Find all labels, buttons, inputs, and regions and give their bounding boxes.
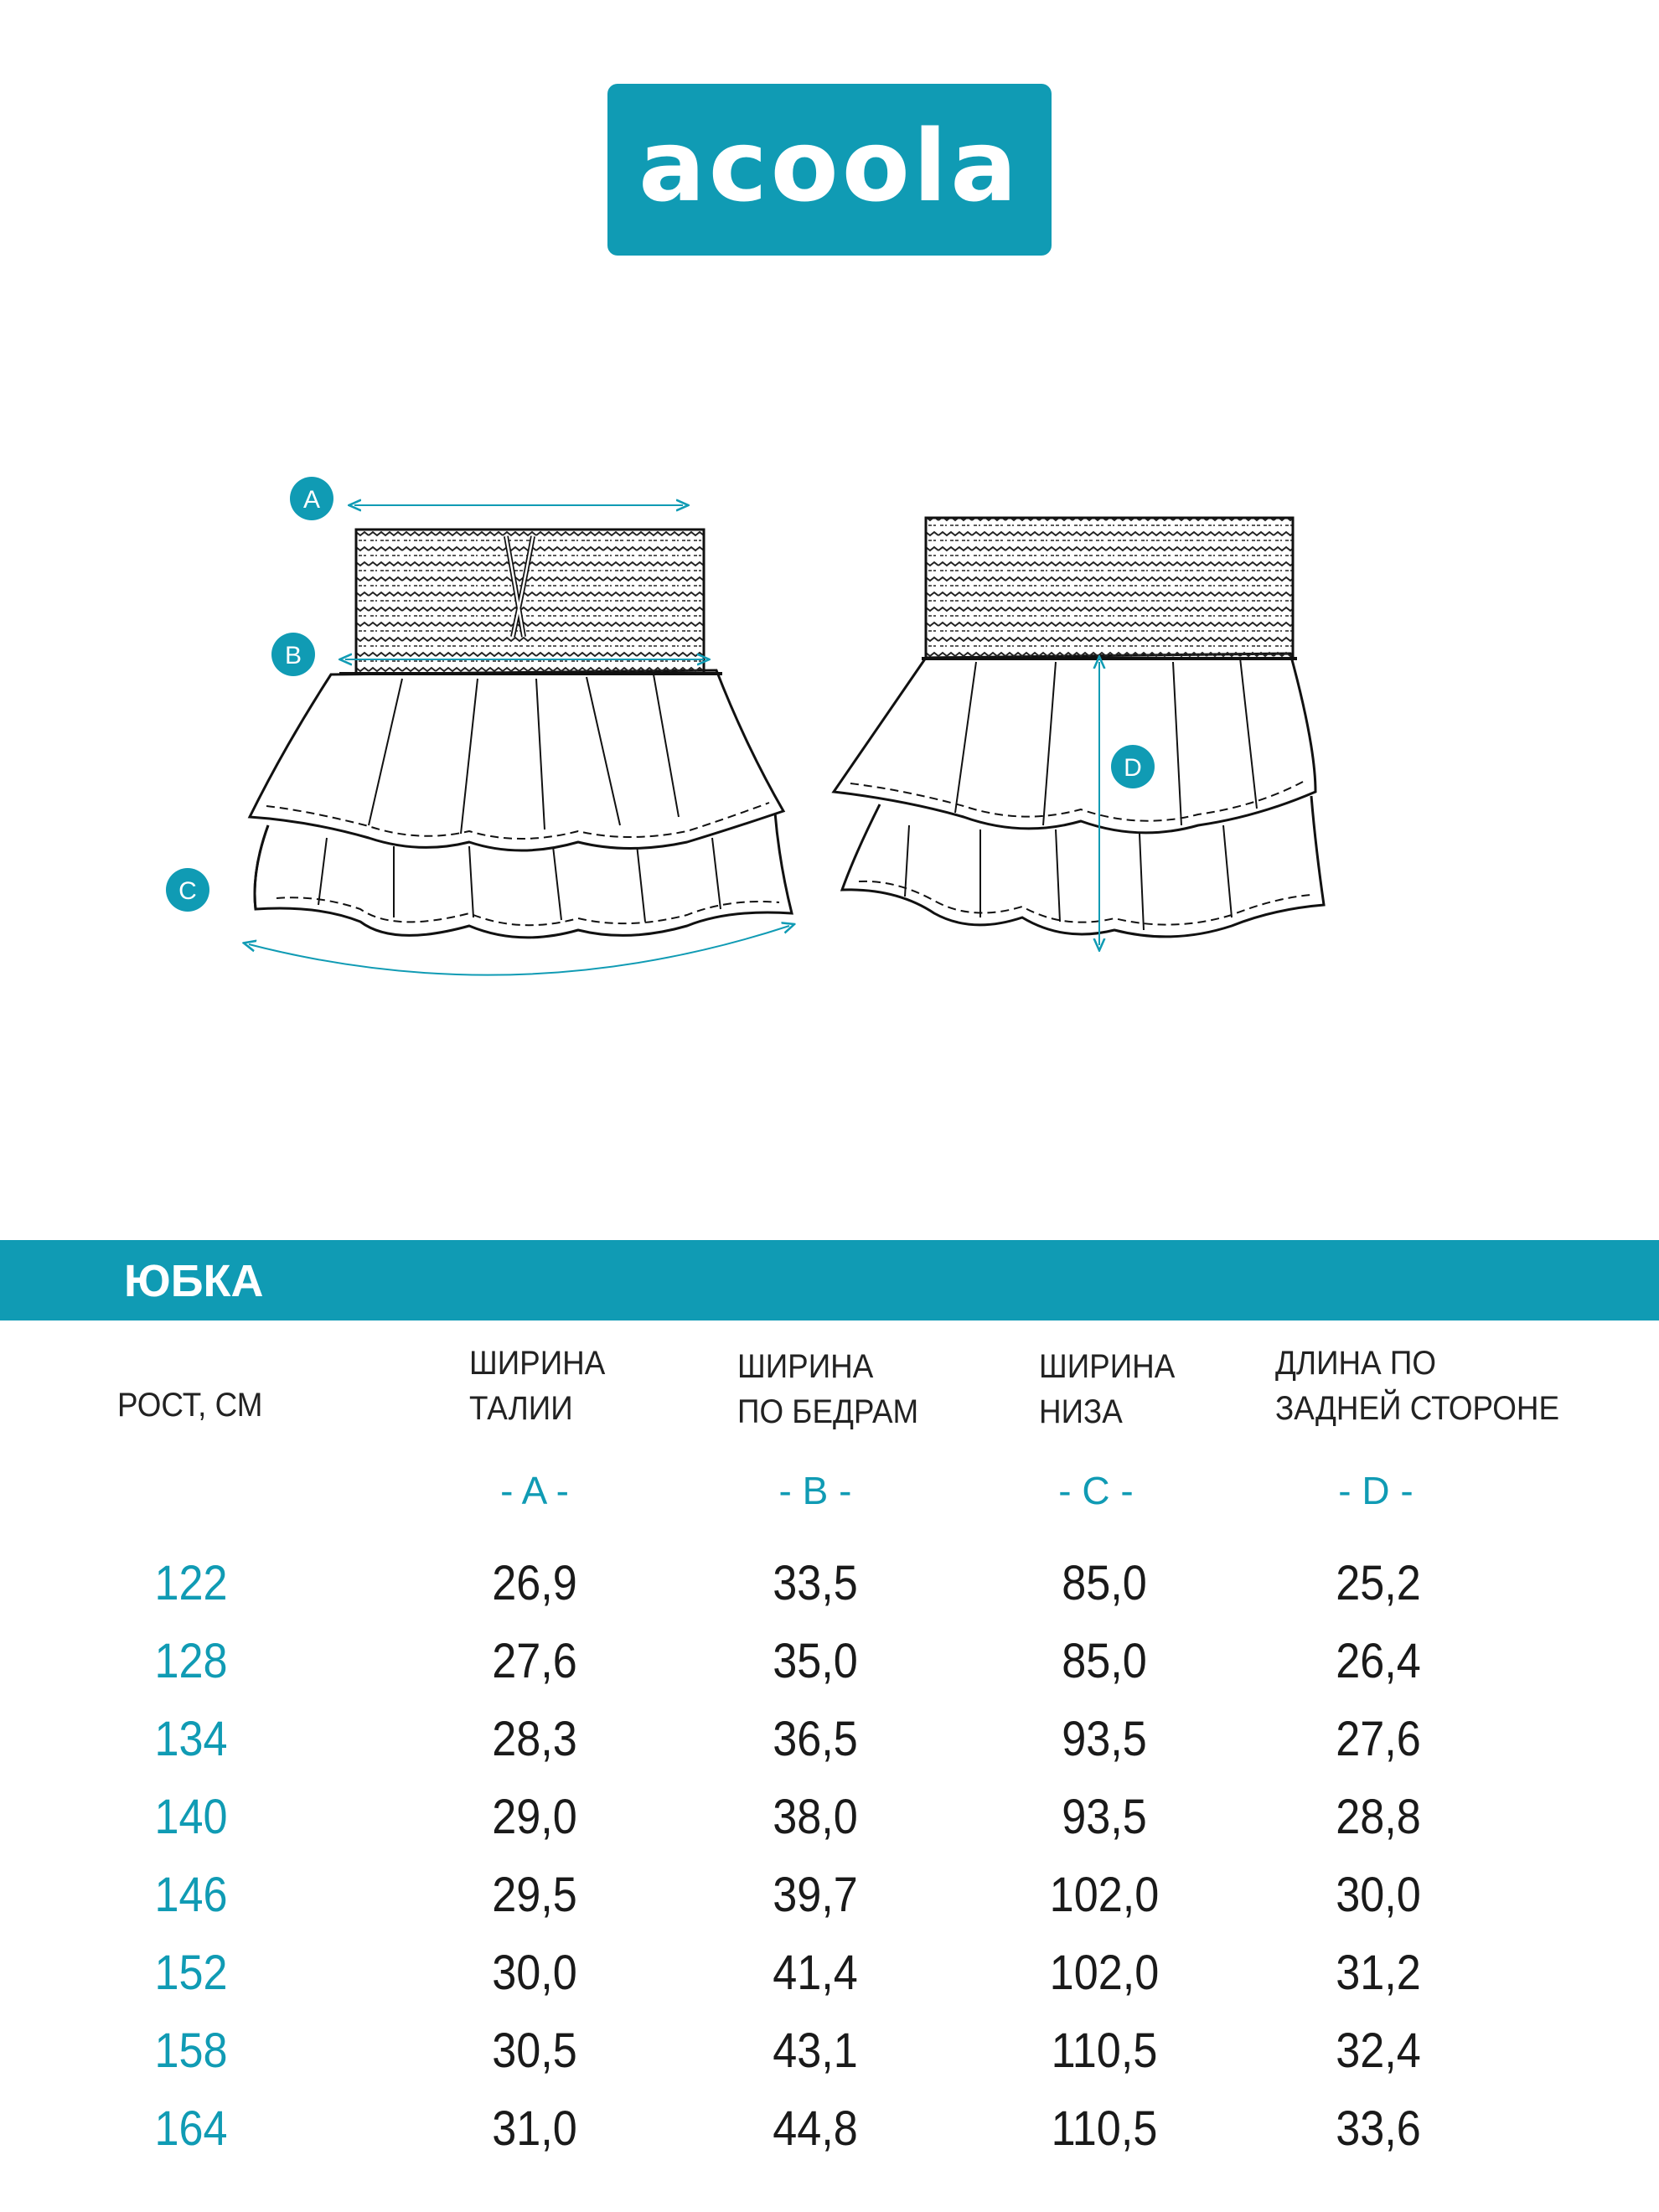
cell-height: 158 bbox=[154, 2023, 228, 2078]
cell-b: 44,8 bbox=[773, 2101, 858, 2156]
cell-c: 85,0 bbox=[1062, 1634, 1147, 1688]
brand-logo-text: acoola bbox=[638, 107, 1021, 224]
dimension-label-a bbox=[290, 477, 333, 520]
cell-b: 35,0 bbox=[773, 1634, 858, 1688]
cell-height: 140 bbox=[154, 1790, 228, 1844]
cell-b: 39,7 bbox=[773, 1868, 858, 1922]
cell-b: 33,5 bbox=[773, 1556, 858, 1610]
table-row bbox=[0, 2096, 1659, 2163]
header-col-a-line1: ШИРИНА bbox=[469, 1345, 606, 1382]
cell-c: 102,0 bbox=[1049, 1868, 1160, 1922]
cell-d: 26,4 bbox=[1336, 1634, 1421, 1688]
header-col-a-line2: ТАЛИИ bbox=[469, 1390, 573, 1427]
table-row bbox=[0, 1784, 1659, 1851]
skirt-front-view bbox=[249, 505, 792, 975]
cell-d: 31,2 bbox=[1336, 1946, 1421, 2000]
header-col-d bbox=[1275, 1341, 1559, 1431]
header-letter-a: - A - bbox=[500, 1469, 569, 1512]
cell-a: 30,5 bbox=[492, 2023, 577, 2078]
cell-a: 30,0 bbox=[492, 1946, 577, 2000]
cell-a: 26,9 bbox=[492, 1556, 577, 1610]
cell-a: 29,5 bbox=[492, 1868, 577, 1922]
header-col-b-line2: ПО БЕДРАМ bbox=[737, 1393, 919, 1430]
header-col-b-line1: ШИРИНА bbox=[737, 1348, 874, 1385]
table-title: ЮБКА bbox=[124, 1256, 264, 1306]
cell-d: 28,8 bbox=[1336, 1790, 1421, 1844]
dimension-label-b bbox=[271, 633, 315, 676]
svg-text:B: B bbox=[284, 642, 302, 669]
cell-a: 29,0 bbox=[492, 1790, 577, 1844]
table-row bbox=[0, 1862, 1659, 1929]
table-row bbox=[0, 1706, 1659, 1773]
height-header: РОСТ, СМ bbox=[117, 1387, 263, 1424]
cell-height: 128 bbox=[154, 1634, 228, 1688]
cell-b: 36,5 bbox=[773, 1712, 858, 1766]
header-col-c bbox=[1039, 1344, 1175, 1434]
table-row bbox=[0, 2018, 1659, 2085]
header-col-b bbox=[737, 1344, 918, 1434]
svg-text:D: D bbox=[1124, 754, 1142, 782]
cell-a: 27,6 bbox=[492, 1634, 577, 1688]
cell-c: 102,0 bbox=[1049, 1946, 1160, 2000]
cell-d: 25,2 bbox=[1336, 1556, 1421, 1610]
skirt-technical-drawings bbox=[0, 452, 1659, 1014]
brand-logo bbox=[607, 84, 1052, 256]
header-letter-c: - C - bbox=[1058, 1469, 1134, 1512]
header-col-c-line2: НИЗА bbox=[1039, 1393, 1123, 1430]
cell-height: 134 bbox=[154, 1712, 228, 1766]
cell-d: 27,6 bbox=[1336, 1712, 1421, 1766]
cell-a: 31,0 bbox=[492, 2101, 577, 2156]
cell-b: 43,1 bbox=[773, 2023, 858, 2078]
cell-b: 41,4 bbox=[773, 1946, 858, 2000]
cell-height: 146 bbox=[154, 1868, 228, 1922]
skirt-back-view bbox=[834, 518, 1324, 945]
table-row bbox=[0, 1940, 1659, 2007]
cell-d: 33,6 bbox=[1336, 2101, 1421, 2156]
cell-height: 164 bbox=[154, 2101, 228, 2156]
header-col-c-line1: ШИРИНА bbox=[1039, 1348, 1176, 1385]
header-col-d-line1: ДЛИНА ПО bbox=[1275, 1345, 1436, 1382]
cell-height: 152 bbox=[154, 1946, 228, 2000]
svg-text:A: A bbox=[302, 486, 321, 514]
svg-text:C: C bbox=[178, 877, 197, 905]
cell-height: 122 bbox=[154, 1556, 228, 1610]
header-col-a bbox=[469, 1341, 605, 1431]
header-col-d-line2: ЗАДНЕЙ СТОРОНЕ bbox=[1275, 1390, 1560, 1427]
table-row bbox=[0, 1550, 1659, 1617]
cell-c: 93,5 bbox=[1062, 1712, 1147, 1766]
cell-c: 110,5 bbox=[1051, 2023, 1158, 2078]
header-letter-d: - D - bbox=[1338, 1469, 1414, 1512]
dimension-label-d bbox=[1111, 745, 1155, 788]
header-letter-b: - B - bbox=[778, 1469, 852, 1512]
cell-b: 38,0 bbox=[773, 1790, 858, 1844]
dimension-label-c bbox=[166, 868, 209, 912]
cell-c: 110,5 bbox=[1051, 2101, 1158, 2156]
cell-c: 93,5 bbox=[1062, 1790, 1147, 1844]
cell-a: 28,3 bbox=[492, 1712, 577, 1766]
cell-d: 32,4 bbox=[1336, 2023, 1421, 2078]
cell-c: 85,0 bbox=[1062, 1556, 1147, 1610]
table-row bbox=[0, 1628, 1659, 1695]
table-title-banner bbox=[0, 1240, 1659, 1320]
cell-d: 30,0 bbox=[1336, 1868, 1421, 1922]
